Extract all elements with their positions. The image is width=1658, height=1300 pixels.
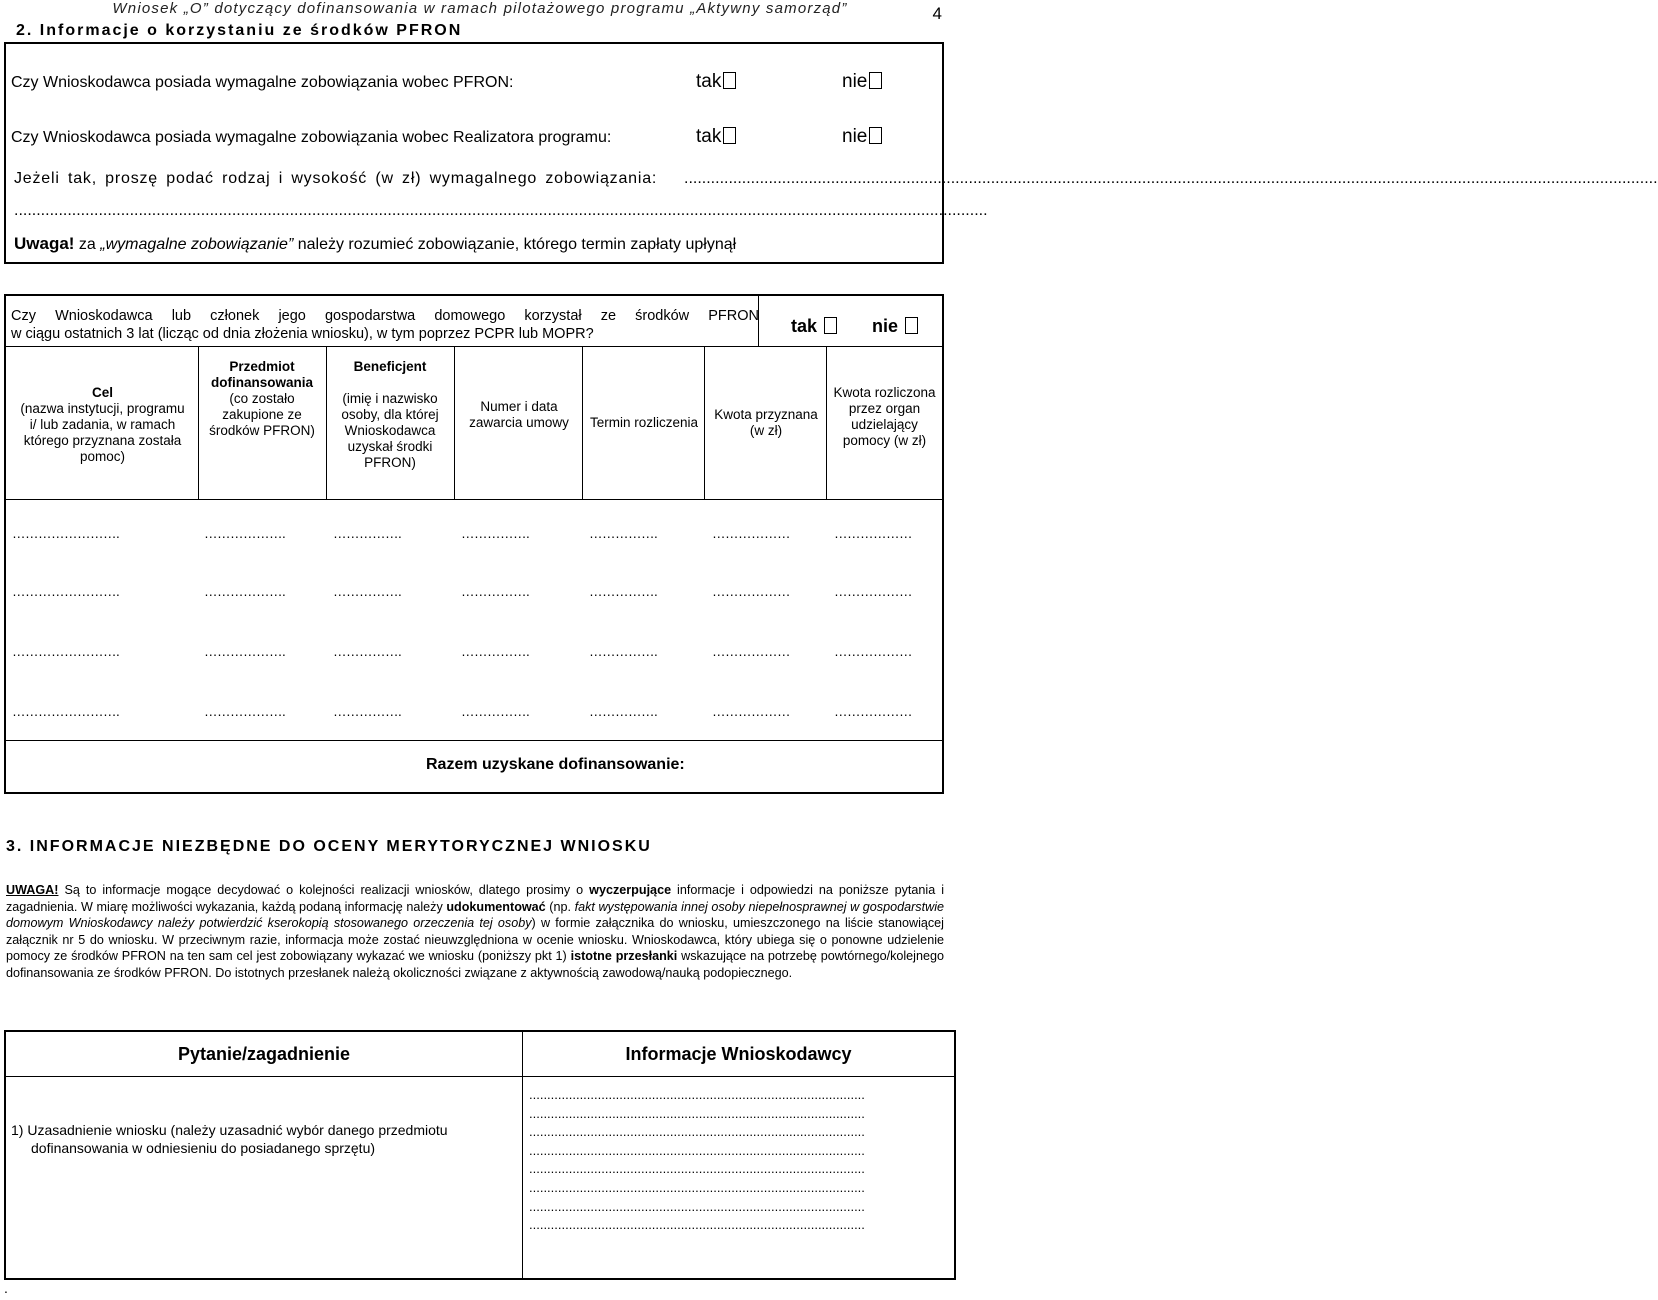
- q1-nie-checkbox[interactable]: [869, 72, 882, 89]
- table-header-row: [6, 347, 942, 500]
- col-umowa-header: [455, 347, 583, 499]
- row3-beneficjent[interactable]: …………….: [333, 644, 402, 659]
- q2-nie-option[interactable]: [842, 126, 882, 148]
- qa-divider-horizontal: [6, 1076, 954, 1077]
- table-body: [6, 500, 942, 740]
- section-3-uwaga: UWAGA!: [6, 883, 59, 897]
- row1-kwota-przyznana[interactable]: ………………: [712, 526, 790, 541]
- col-przedmiot-title: Przedmiot dofinansowania: [210, 359, 313, 390]
- answer-line[interactable]: .............................................................................................: [529, 1105, 865, 1121]
- uwaga-za: za: [78, 236, 96, 253]
- instr-part-c: informacje i odpowiedzi na poniższe pytania i zagadnienia. W miarę możliwości wykazania, każdą podaną informację należy: [6, 883, 944, 914]
- q-obligation-details: Jeżeli tak, proszę podać rodzaj i wysokość (w zł) wymagalnego zobowiązania:: [14, 170, 658, 187]
- row1-cel[interactable]: …………………….: [12, 526, 120, 541]
- answer-line[interactable]: .............................................................................................: [529, 1161, 865, 1177]
- footer-mark: .: [4, 1280, 8, 1296]
- row4-beneficjent[interactable]: …………….: [333, 704, 402, 719]
- obligations-box: [4, 42, 1658, 264]
- col-cel-desc: (nazwa instytucji, programu i/ lub zadania, w ramach którego przyznana została pomoc): [20, 401, 185, 464]
- row1-termin[interactable]: …………….: [589, 526, 658, 541]
- answer-line[interactable]: .............................................................................................: [529, 1198, 865, 1214]
- pfron-nie-option[interactable]: [872, 316, 918, 337]
- col-umowa-title: Numer i data zawarcia umowy: [469, 399, 569, 430]
- obligation-details-line1[interactable]: ...........................................................................................................................................................................................................................: [684, 170, 1658, 187]
- qa-head-right: Informacje Wnioskodawcy: [625, 1044, 852, 1064]
- qa-table: [4, 1030, 956, 1280]
- answer-line[interactable]: .............................................................................................: [529, 1124, 865, 1140]
- row4-termin[interactable]: …………….: [589, 704, 658, 719]
- q-realizator-obligations: Czy Wnioskodawca posiada wymagalne zobowiązania wobec Realizatora programu:: [11, 129, 612, 146]
- col-termin-header: [583, 347, 705, 499]
- q1-tak-option[interactable]: [696, 71, 736, 93]
- pfron-tak-option[interactable]: [791, 316, 837, 337]
- qa-item-1: 1) Uzasadnienie wniosku (należy uzasadnić wybór danego przedmiotu dofinansowania w odniesieniu do posiadanego sprzętu): [11, 1122, 448, 1156]
- row2-cel[interactable]: …………………….: [12, 584, 120, 599]
- row1-beneficjent[interactable]: …………….: [333, 526, 402, 541]
- col-kwota-rozliczona-title: Kwota rozliczona przez organ udzielający pomocy (w zł): [833, 385, 936, 448]
- pfron-tak-checkbox[interactable]: [824, 317, 837, 334]
- answer-line[interactable]: .............................................................................................: [529, 1142, 865, 1158]
- col-cel-header: [6, 347, 199, 499]
- col-cel-title: Cel: [91, 385, 113, 400]
- col-kwota-przyznana-header: [705, 347, 827, 499]
- uwaga-note: [14, 234, 736, 254]
- obligation-details-line2[interactable]: ...........................................................................................................................................................................................................................: [14, 202, 988, 219]
- row4-kwota-przyznana[interactable]: ………………: [712, 704, 790, 719]
- uwaga-rest: należy rozumieć zobowiązanie, którego termin zapłaty upłynął: [297, 236, 737, 253]
- answer-line[interactable]: .............................................................................................: [529, 1179, 865, 1195]
- total-divider: [6, 740, 942, 741]
- instr-udokumentowac: udokumentować: [446, 899, 546, 914]
- instr-part-g: ) w formie załącznika do wniosku, umieszczonego na liście stanowiącej załącznik nr 5 do wniosku. W przeciwnym razie, informacja może zostać nieuwzględniona w ocenie wniosku. Wnioskodawca, który ubiega się o ponowne udzielenie pomocy ze środków PFRON na ten sam cel jest zobowiązany wykazać we wniosku (poniższy pkt 1): [6, 916, 944, 964]
- instr-part-i: wskazujące na potrzebę powtórnego/kolejnego dofinansowania ze środków PFRON. Do istotnych przesłanek należą okoliczności związane z aktywnością zawodową/nauką podopiecznego.: [6, 949, 944, 980]
- pfron-question-line2: w ciągu ostatnich 3 lat (licząc od dnia złożenia wniosku), w tym poprzez PCPR lub MOPR?: [11, 326, 594, 342]
- row2-umowa[interactable]: …………….: [461, 584, 530, 599]
- row3-umowa[interactable]: …………….: [461, 644, 530, 659]
- row1-kwota-rozliczona[interactable]: ………………: [834, 526, 912, 541]
- row2-termin[interactable]: …………….: [589, 584, 658, 599]
- qa-answer-1[interactable]: [529, 1086, 949, 1235]
- instr-istotne-przeslanki: istotne przesłanki: [570, 949, 678, 964]
- col-kwota-rozliczona-header: [827, 347, 942, 499]
- q1-nie-option[interactable]: [842, 71, 882, 93]
- row4-cel[interactable]: …………………….: [12, 704, 120, 719]
- row2-beneficjent[interactable]: …………….: [333, 584, 402, 599]
- pfron-use-box: [4, 294, 944, 794]
- instr-example: fakt występowania innej osoby niepełnosprawnej w gospodarstwie domowym Wnioskodawcy należy potwierdzić kserokopią stosowanego orzeczenia tej osoby: [6, 899, 944, 931]
- row3-termin[interactable]: …………….: [589, 644, 658, 659]
- col-termin-title: Termin rozliczenia: [589, 415, 699, 430]
- uwaga-term: „wymagalne zobowiązanie”: [100, 236, 294, 253]
- page-number: 4: [932, 4, 942, 23]
- q2-tak-option[interactable]: [696, 126, 736, 148]
- col-przedmiot-header: [199, 347, 327, 499]
- q1-nie-label: nie: [842, 71, 868, 92]
- section-2-title: 2. Informacje o korzystaniu ze środków PFRON: [16, 22, 463, 39]
- section-3-title: 3. INFORMACJE NIEZBĘDNE DO OCENY MERYTORYCZNEJ WNIOSKU: [6, 838, 652, 855]
- row1-umowa[interactable]: …………….: [461, 526, 530, 541]
- col-przedmiot-desc: (co zostało zakupione ze środków PFRON): [209, 391, 315, 438]
- q-pfron-obligations: Czy Wnioskodawca posiada wymagalne zobowiązania wobec PFRON:: [11, 74, 514, 91]
- row4-kwota-rozliczona[interactable]: ………………: [834, 704, 912, 719]
- col-beneficjent-desc: (imię i nazwisko osoby, dla której Wnioskodawca uzyskał środki PFRON): [341, 391, 439, 470]
- pfron-nie-label: nie: [872, 316, 899, 336]
- col-beneficjent-header: [327, 347, 455, 499]
- row3-kwota-przyznana[interactable]: ………………: [712, 644, 790, 659]
- answer-line[interactable]: .............................................................................................: [529, 1087, 865, 1102]
- uwaga-label: Uwaga!: [14, 234, 75, 253]
- row3-kwota-rozliczona[interactable]: ………………: [834, 644, 912, 659]
- instr-part-a: Są to informacje mogące decydować o kolejności realizacji wniosków, dlatego prosimy o: [58, 883, 590, 897]
- col-kwota-przyznana-title: Kwota przyznana (w zł): [714, 407, 818, 438]
- answer-line[interactable]: .............................................................................................: [529, 1217, 865, 1233]
- pfron-answer-cell: [758, 296, 942, 346]
- row3-przedmiot[interactable]: ……………….: [204, 644, 286, 659]
- col-beneficjent-title: Beneficjent: [353, 359, 427, 374]
- row2-przedmiot[interactable]: ……………….: [204, 584, 286, 599]
- pfron-tak-label: tak: [791, 316, 818, 336]
- q2-nie-checkbox[interactable]: [869, 127, 882, 144]
- q1-tak-label: tak: [696, 71, 722, 92]
- instr-wyczerpujace: wyczerpujące: [589, 883, 672, 897]
- row3-cel[interactable]: …………………….: [12, 644, 120, 659]
- instr-part-e: (np.: [545, 899, 575, 914]
- q2-tak-label: tak: [696, 126, 722, 147]
- row2-kwota-rozliczona[interactable]: ………………: [834, 584, 912, 599]
- section-3-instructions: [6, 882, 944, 982]
- row4-umowa[interactable]: …………….: [461, 704, 530, 719]
- q2-nie-label: nie: [842, 126, 868, 147]
- row1-przedmiot[interactable]: ……………….: [204, 526, 286, 541]
- row4-przedmiot[interactable]: ……………….: [204, 704, 286, 719]
- total-label: Razem uzyskane dofinansowanie:: [426, 756, 685, 773]
- pfron-question-line1: Czy Wnioskodawca lub członek jego gospodarstwa domowego korzystał ze środków PFRON: [11, 308, 759, 324]
- q1-tak-checkbox[interactable]: [723, 72, 736, 89]
- q2-tak-checkbox[interactable]: [723, 127, 736, 144]
- document-header: Wniosek „O” dotyczący dofinansowania w ramach pilotażowego programu „Aktywny samorząd”: [112, 0, 848, 17]
- row2-kwota-przyznana[interactable]: ………………: [712, 584, 790, 599]
- pfron-nie-checkbox[interactable]: [905, 317, 918, 334]
- qa-head-left: Pytanie/zagadnienie: [177, 1044, 351, 1064]
